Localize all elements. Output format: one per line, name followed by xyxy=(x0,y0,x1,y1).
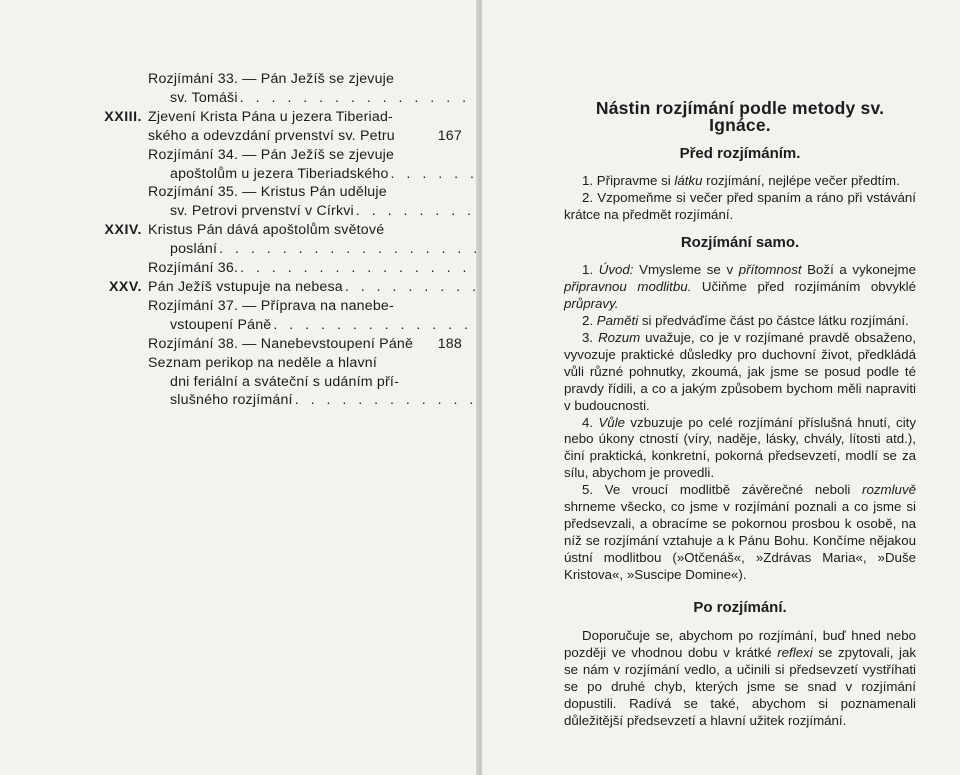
toc-entry xyxy=(86,108,462,146)
paragraph: 4. Vůle vzbuzuje po celé rozjímání příslušná hnutí, city nebo úkony ctností (víry, naděje, lásky, chvály, lítosti atd.), činí praktická, konkretní, pokorná předsevzetí, modlí se za sílu, abychom je provedli. xyxy=(564,414,916,481)
toc-line xyxy=(148,89,478,108)
toc-line-text: vstoupení Páně xyxy=(170,316,272,333)
page-body xyxy=(564,100,916,730)
toc-line xyxy=(148,373,462,392)
paragraph: 2. Paměti si předváďíme část po částce látku rozjímání. xyxy=(582,313,909,329)
toc-line xyxy=(148,316,478,335)
toc-line-text: Rozjímání 37. — Příprava na nanebe- xyxy=(148,297,394,314)
toc-entry xyxy=(86,278,462,297)
toc-line xyxy=(148,354,462,373)
toc-page-number: 188 xyxy=(437,335,462,352)
toc-chapter-number: XXV. xyxy=(108,278,142,295)
paragraph: 5. Ve vroucí modlitbě závěrečné neboli rozmluvě shrneme všecko, co jsme v rozjímání poznali a co jsme si předsevzali, a obracíme se pokornou prosbou k osobě, na níž se rozjímání vztahuje a k Pánu Bohu. Končíme nějakou ústní modlitbou (»Otčenáš«, »Zdrávas Maria«, »Duše Kristova«, »Suscipe Domine«). xyxy=(564,482,916,582)
toc-entry xyxy=(86,70,462,108)
toc-page-number: 167 xyxy=(437,127,462,144)
toc-line xyxy=(148,335,462,354)
toc-entry xyxy=(86,183,462,221)
section-heading-before: Před rozjímáním. xyxy=(679,144,801,162)
toc-line-text: Rozjímání 35. — Kristus Pán uděluje xyxy=(148,184,387,201)
dot-leader xyxy=(240,259,478,278)
toc-line-text: sv. Petrovi prvenství v Církvi xyxy=(170,203,354,220)
toc-entry xyxy=(86,146,462,184)
toc-entry xyxy=(86,259,462,278)
toc-line xyxy=(148,240,478,259)
dot-leader xyxy=(345,278,478,297)
toc-line xyxy=(148,259,478,278)
dot-leader xyxy=(273,316,478,335)
toc-line-text: Rozjímání 36. xyxy=(148,260,239,277)
toc-line-text: poslání xyxy=(170,241,218,258)
table-of-contents xyxy=(86,70,462,410)
toc-line xyxy=(148,127,462,146)
toc-entry xyxy=(86,354,462,411)
toc-line xyxy=(148,108,462,127)
toc-line-text: Rozjímání 38. — Nanebevstoupení Páně xyxy=(148,335,414,352)
toc-line-text: Pán Ježíš vstupuje na nebesa xyxy=(148,278,343,295)
toc-line xyxy=(148,146,462,165)
section-heading-during: Rozjímání samo. xyxy=(680,234,800,252)
toc-line xyxy=(148,391,478,410)
toc-line-text: ského a odevzdání prvenství sv. Petru xyxy=(148,127,395,144)
dot-leader xyxy=(219,240,478,259)
toc-line-text: Rozjímání 34. — Pán Ježíš se zjevuje xyxy=(148,146,395,163)
dot-leader xyxy=(295,391,478,410)
dot-leader xyxy=(391,165,478,184)
toc-chapter-number: XXIII. xyxy=(104,108,142,125)
toc-line-text: Rozjímání 33. — Pán Ježíš se zjevuje xyxy=(148,71,395,87)
toc-line-text: Zjevení Krista Pána u jezera Tiberiad- xyxy=(148,108,393,125)
left-page xyxy=(0,0,478,775)
toc-line xyxy=(148,297,462,316)
toc-line xyxy=(148,221,462,240)
page-title: Nástin rozjímání podle metody sv. Ignáce. xyxy=(595,98,885,135)
toc-line-text: sv. Tomáši xyxy=(170,89,238,106)
paragraph: 1. Připravme si látku rozjímání, nejlépe večer předtím. xyxy=(582,172,900,188)
toc-line-text: Seznam perikop na neděle a hlavní xyxy=(148,354,378,371)
toc-line-text: slušného rozjímání xyxy=(170,392,293,409)
toc-entry xyxy=(86,335,462,354)
paragraph: 1. Úvod: Vmysleme se v přítomnost Boží a vykonejme připravnou modlitbu. Učiňme před rozjímáním obvyklé průpravy. xyxy=(564,262,916,312)
dot-leader xyxy=(240,89,478,108)
paragraph: 3. Rozum uvažuje, co je v rozjímané pravdě obsaženo, vyvozuje praktické důsledky pro duchovní život, předkládá vůli různé pohnutky, zkoumá, jak jsme se posud podle té pravdy řídili, a co a jakým způsobem bychom měli napraviti v budoucnosti. xyxy=(564,329,916,413)
toc-line-text: dni feriální a sváteční s udáním pří- xyxy=(170,373,399,390)
toc-entry xyxy=(86,297,462,335)
toc-line xyxy=(148,202,478,221)
dot-leader xyxy=(356,202,478,221)
toc-entry xyxy=(86,221,462,259)
right-page xyxy=(482,0,960,775)
toc-line xyxy=(148,70,462,89)
paragraph: 2. Vzpomeňme si večer před spaním a ráno při vstávání krátce na předmět rozjímání. xyxy=(564,189,916,222)
toc-line-text: apoštolům u jezera Tiberiadského xyxy=(170,165,389,182)
toc-line xyxy=(148,278,478,297)
section-heading-after: Po rozjímání. xyxy=(693,598,787,616)
toc-line-text: Kristus Pán dává apoštolům světové xyxy=(148,222,385,239)
toc-line xyxy=(148,183,462,202)
paragraph: Doporučuje se, abychom po rozjímání, buď hned nebo později ve vhodnou dobu v krátké reflexi se zpytovali, jak se nám v rozjímání vedlo, a učinili si předsevzetí vystříhati se po druhé chyb, kterých jsme se snad v rozjímání dopustili. Radívá se také, abychom si poznamenali důležitější předsevzetí a hlavní užitek rozjímání. xyxy=(564,628,916,728)
toc-chapter-number: XXIV. xyxy=(104,222,142,239)
toc-line xyxy=(148,165,478,184)
